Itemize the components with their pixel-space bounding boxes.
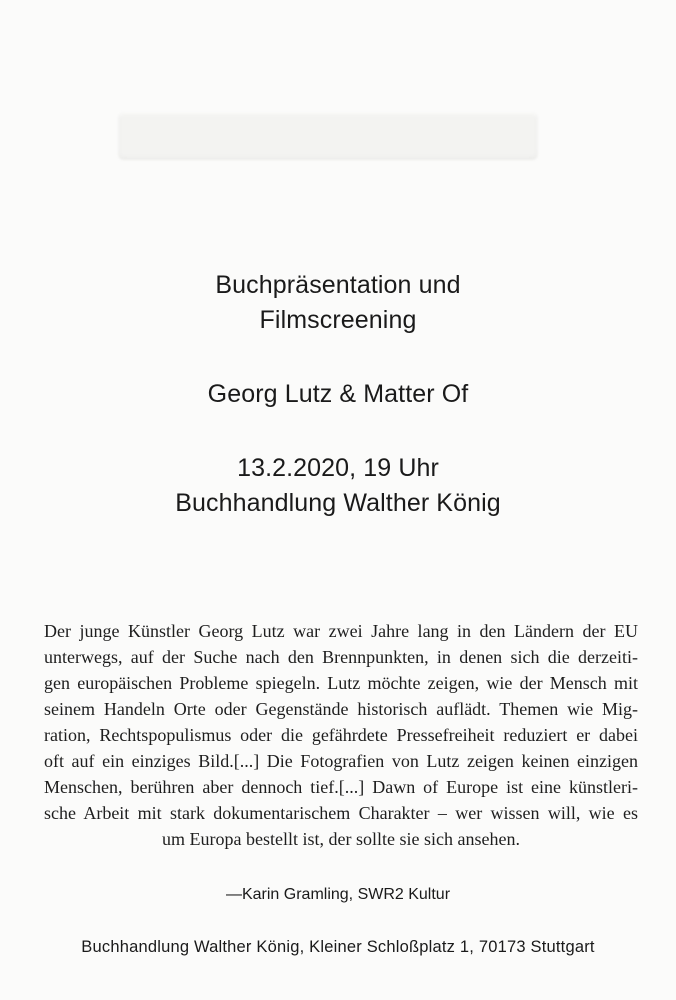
review-line: Der junge Künstler Georg Lutz war zwei Jahre lang in den Ländern der EU (44, 621, 638, 641)
embossed-logo (118, 112, 538, 160)
event-date-time: 13.2.2020, 19 Uhr (237, 454, 439, 482)
review-line: sche Arbeit mit stark dokumentarischem Charakter – wer wissen will, wie es (44, 803, 638, 823)
event-title-line-2: Filmscreening (259, 306, 417, 334)
event-title (0, 268, 676, 338)
review-line: seinem Handeln Orte oder Gegenstände historisch auflädt. Themen wie Mig- (44, 699, 638, 719)
venue-address: Buchhandlung Walther König, Kleiner Schloßplatz 1, 70173 Stuttgart (81, 938, 595, 956)
quote-attribution: —Karin Gramling, SWR2 Kultur (225, 886, 451, 903)
review-line: oft auf ein einziges Bild.[...] Die Fotografien von Lutz zeigen keinen einzigen (44, 751, 638, 771)
review-line: ration, Rechtspopulismus oder die gefährdete Pressefreiheit reduziert er dabei (44, 725, 638, 745)
event-artists: Georg Lutz & Matter Of (207, 380, 469, 408)
event-title-line-1: Buchpräsentation und (215, 271, 461, 299)
event-venue: Buchhandlung Walther König (175, 489, 501, 517)
review-line: Menschen, berühren aber dennoch tief.[...] Dawn of Europe ist eine künstleri- (44, 777, 638, 797)
review-quote (44, 618, 638, 852)
review-line: um Europa bestellt ist, der sollte sie sich ansehen. (162, 829, 520, 849)
event-date-venue (0, 451, 676, 521)
review-line: gen europäischen Probleme spiegeln. Lutz möchte zeigen, wie der Mensch mit (44, 673, 638, 693)
review-line: unterwegs, auf der Suche nach den Brennpunkten, in denen sich die derzeiti- (44, 647, 638, 667)
